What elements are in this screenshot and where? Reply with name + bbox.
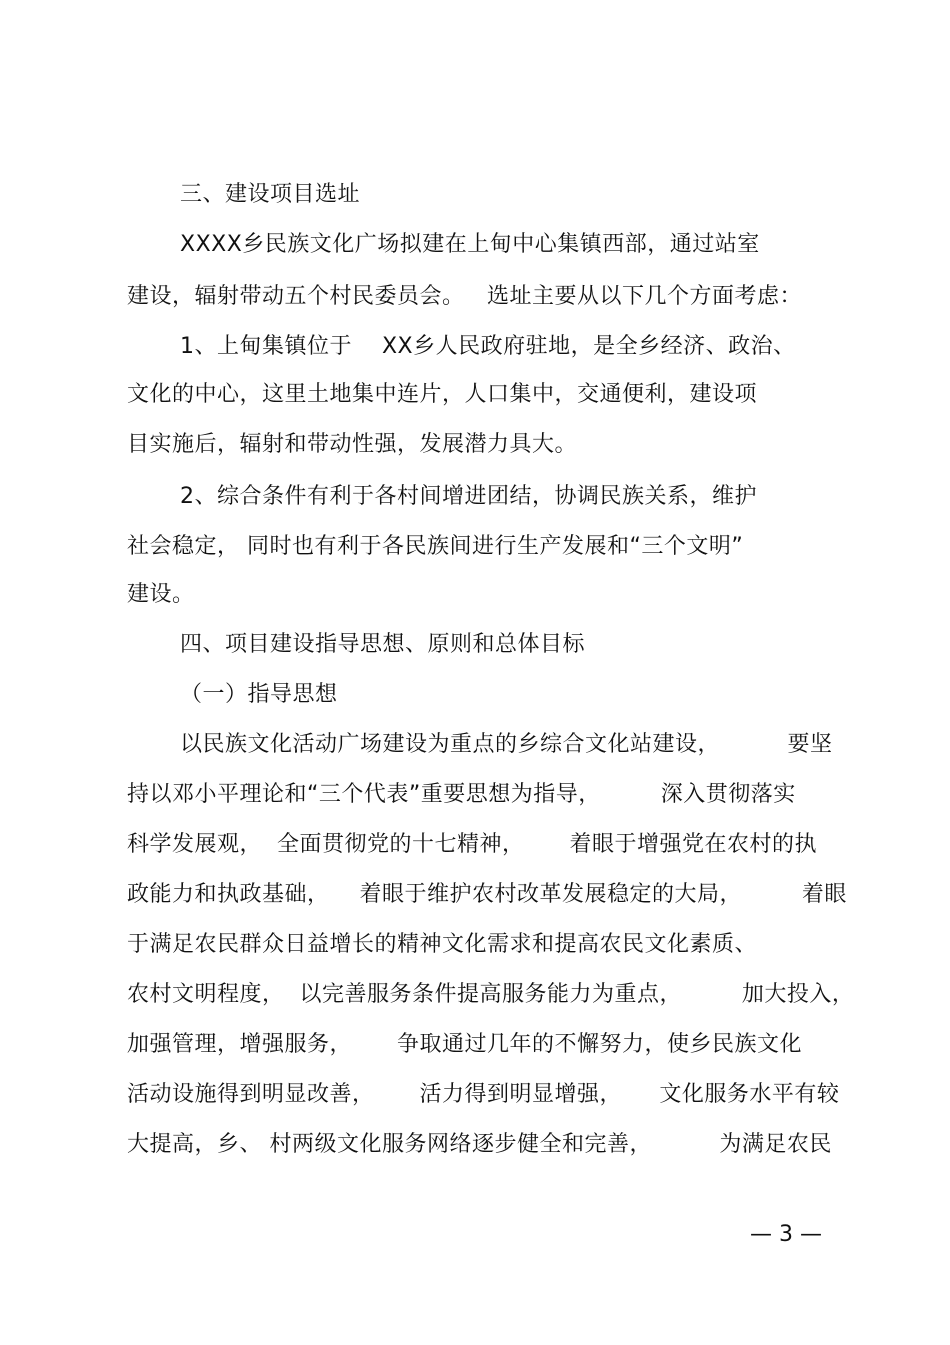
paragraph-line: 1、上甸集镇位于 XX乡人民政府驻地，是全乡经济、政治、: [180, 334, 796, 359]
paragraph-line: 2、综合条件有利于各村间增进团结，协调民族关系，维护: [180, 484, 757, 509]
paragraph-line: 以民族文化活动广场建设为重点的乡综合文化站建设， 要坚: [180, 732, 833, 757]
subsection-heading: （一）指导思想: [180, 682, 338, 707]
paragraph-line: 目实施后，辐射和带动性强，发展潜力具大。: [127, 432, 578, 457]
section-heading-4: 四、项目建设指导思想、原则和总体目标: [180, 632, 586, 657]
paragraph-line: 大提高，乡、 村两级文化服务网络逐步健全和完善， 为满足农民: [127, 1132, 832, 1157]
paragraph-line: 农村文明程度， 以完善服务条件提高服务能力为重点， 加大投入，: [127, 982, 855, 1007]
paragraph-line: 科学发展观， 全面贯彻党的十七精神， 着眼于增强党在农村的执: [127, 832, 817, 857]
paragraph-line: 文化的中心，这里土地集中连片，人口集中，交通便利，建设项: [127, 382, 758, 407]
paragraph-line: 建设，辐射带动五个村民委员会。 选址主要从以下几个方面考虑：: [127, 284, 802, 309]
paragraph-line: 于满足农民群众日益增长的精神文化需求和提高农民文化素质、: [127, 932, 758, 957]
paragraph-line: 加强管理，增强服务， 争取通过几年的不懈努力，使乡民族文化: [127, 1032, 802, 1057]
paragraph-line: 持以邓小平理论和“三个代表”重要思想为指导， 深入贯彻落实: [127, 782, 796, 807]
paragraph-line: 政能力和执政基础， 着眼于维护农村改革发展稳定的大局， 着眼: [127, 882, 847, 907]
paragraph-line: XXXX乡民族文化广场拟建在上甸中心集镇西部，通过站室: [180, 232, 760, 257]
paragraph-line: 建设。: [127, 582, 195, 607]
paragraph-line: 社会稳定， 同时也有利于各民族间进行生产发展和“三个文明”: [127, 534, 744, 559]
section-heading-3: 三、建设项目选址: [180, 182, 361, 207]
page-number: — 3 —: [750, 1222, 822, 1247]
paragraph-line: 活动设施得到明显改善， 活力得到明显增强， 文化服务水平有较: [127, 1082, 840, 1107]
